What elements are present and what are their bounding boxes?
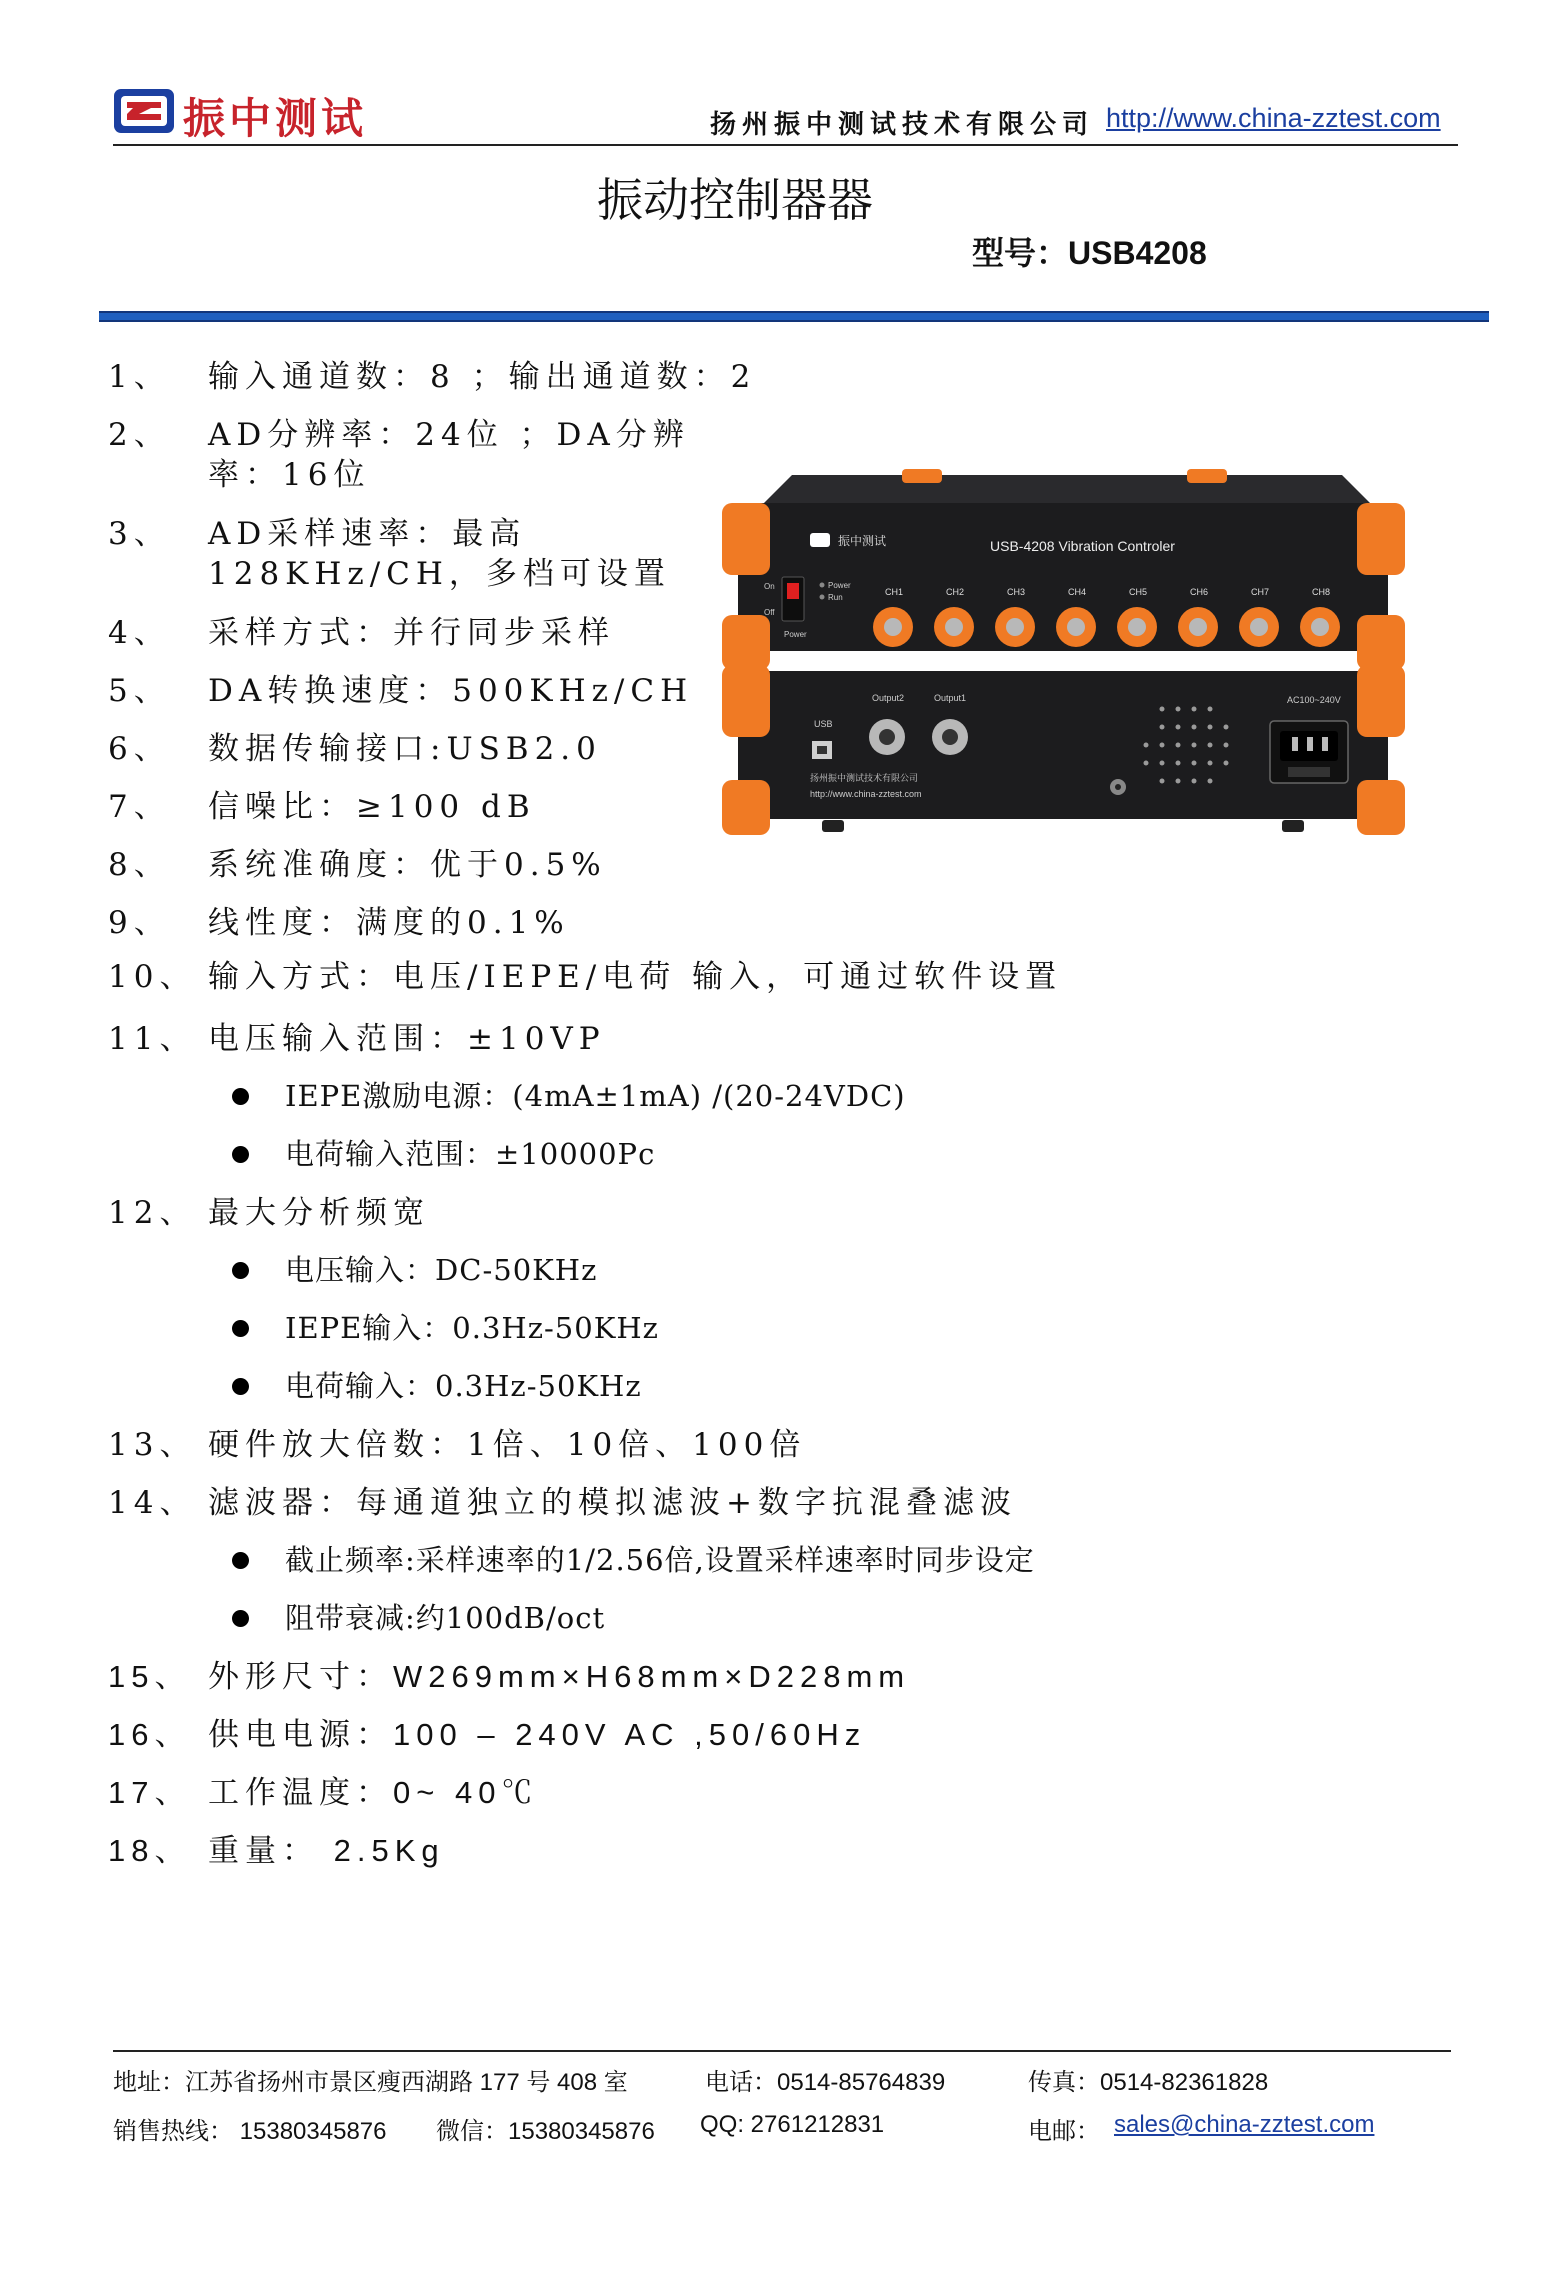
spec-number: 4、 xyxy=(108,615,171,651)
ac-label: AC100~240V xyxy=(1287,695,1341,705)
spec-number: 10、 xyxy=(108,959,197,995)
footer-qq: QQ: 2761212831 xyxy=(700,2111,885,2138)
channel-label: CH3 xyxy=(1007,587,1026,597)
bullet-dot-icon xyxy=(232,1088,249,1105)
bullet-text: 电荷输入：0.3Hz-50KHz xyxy=(285,1369,642,1403)
spec-text: DA转换速度：500KHz/CH xyxy=(208,673,694,709)
spec-number: 8、 xyxy=(108,847,171,883)
device-photo xyxy=(722,465,1405,841)
rear-web-label: http://www.china-zztest.com xyxy=(810,789,922,799)
spec-text: 最大分析频宽 xyxy=(208,1195,430,1231)
rear-company-label: 扬州振中测试技术有限公司 xyxy=(810,774,919,784)
spec-number: 1、 xyxy=(108,359,171,395)
spec-text: 外形尺寸：W269mm×H68mm×D228mm xyxy=(208,1659,911,1694)
spec-text: 硬件放大倍数：1倍、10倍、100倍 xyxy=(208,1427,807,1463)
led-run-label: Run xyxy=(828,593,843,602)
logo-mark-icon xyxy=(113,88,175,134)
spec-text: 128KHz/CH，多档可设置 xyxy=(208,556,671,592)
spec-number: 12、 xyxy=(108,1195,197,1231)
spec-text: 供电电源：100 – 240V AC ,50/60Hz xyxy=(208,1717,867,1752)
bullet-text: IEPE激励电源：(4mA±1mA) /(20-24VDC) xyxy=(285,1079,906,1113)
spec-text: 采样方式：并行同步采样 xyxy=(208,615,615,651)
spec-number: 15、 xyxy=(108,1659,192,1694)
channel-label: CH5 xyxy=(1129,587,1148,597)
spec-text: AD分辨率：24位 ；DA分辨 xyxy=(208,417,690,453)
bullet-dot-icon xyxy=(232,1552,249,1569)
output1-label: Output1 xyxy=(934,693,967,703)
page-title: 振动控制器器 xyxy=(597,173,873,227)
bullet-dot-icon xyxy=(232,1146,249,1163)
device-model-label: USB-4208 Vibration Controler xyxy=(990,538,1175,554)
channel-label: CH7 xyxy=(1251,587,1270,597)
footer-email-label: 电邮： xyxy=(1028,2118,1100,2145)
bullet-text: 截止频率:采样速率的1/2.56倍,设置采样速率时同步设定 xyxy=(285,1543,1035,1577)
spec-number: 11、 xyxy=(108,1021,197,1057)
bullet-dot-icon xyxy=(232,1262,249,1279)
channel-label: CH4 xyxy=(1068,587,1087,597)
spec-number: 14、 xyxy=(108,1485,197,1521)
company-name: 扬州振中测试技术有限公司 xyxy=(710,110,1095,140)
spec-text: 系统准确度：优于0.5% xyxy=(208,847,607,883)
spec-number: 9、 xyxy=(108,905,171,941)
title-divider xyxy=(99,311,1489,322)
website-link[interactable]: http://www.china-zztest.com xyxy=(1106,103,1441,133)
spec-text: 滤波器：每通道独立的模拟滤波+数字抗混叠滤波 xyxy=(208,1485,1017,1521)
channel-label: CH6 xyxy=(1190,587,1209,597)
bullet-text: 电荷输入范围：±10000Pc xyxy=(285,1137,656,1171)
footer-wechat: 微信：15380345876 xyxy=(436,2118,655,2145)
spec-text: 重量： 2.5Kg xyxy=(208,1833,445,1868)
header-divider xyxy=(113,144,1458,146)
spec-text: 输入方式：电压/IEPE/电荷 输入，可通过软件设置 xyxy=(208,959,1063,995)
spec-number: 5、 xyxy=(108,673,171,709)
switch-off-label: Off xyxy=(764,608,775,617)
footer-phone: 电话：0514-85764839 xyxy=(705,2069,946,2096)
spec-text: 电压输入范围：±10VP xyxy=(208,1021,606,1057)
footer-email-link[interactable]: sales@china-zztest.com xyxy=(1114,2111,1375,2138)
output2-label: Output2 xyxy=(872,693,905,703)
spec-text: AD采样速率：最高 xyxy=(208,516,527,552)
switch-on-label: On xyxy=(764,582,775,591)
spec-number: 16、 xyxy=(108,1717,192,1752)
footer-fax: 传真：0514-82361828 xyxy=(1028,2069,1269,2096)
led-power-label: Power xyxy=(828,581,851,590)
model-number: 型号：USB4208 xyxy=(972,235,1207,271)
spec-text: 输入通道数：8 ；输出通道数：2 xyxy=(208,359,757,395)
spec-number: 3、 xyxy=(108,516,171,552)
footer-email-wrap xyxy=(1114,2111,1374,2139)
rear-usb-label: USB xyxy=(814,719,833,729)
spec-text: 工作温度：0~ 40℃ xyxy=(208,1775,539,1810)
bullet-dot-icon xyxy=(232,1610,249,1627)
spec-number: 17、 xyxy=(108,1775,192,1810)
spec-text: 信噪比：≥100 dB xyxy=(208,789,536,825)
spec-number: 6、 xyxy=(108,731,171,767)
spec-number: 18、 xyxy=(108,1833,192,1868)
bullet-dot-icon xyxy=(232,1320,249,1337)
footer-address: 地址：江苏省扬州市景区瘦西湖路 177 号 408 室 xyxy=(113,2069,628,2096)
spec-number: 13、 xyxy=(108,1427,197,1463)
footer-hotline: 销售热线： 15380345876 xyxy=(113,2118,387,2145)
switch-label: Power xyxy=(784,630,807,639)
bullet-text: IEPE输入：0.3Hz-50KHz xyxy=(285,1311,659,1345)
company-logo xyxy=(113,84,373,143)
bullet-text: 电压输入：DC-50KHz xyxy=(285,1253,598,1287)
device-brand: 振中测试 xyxy=(838,534,887,548)
spec-text: 数据传输接口:USB2.0 xyxy=(208,731,602,767)
footer-divider xyxy=(113,2050,1451,2052)
spec-number: 7、 xyxy=(108,789,171,825)
channel-label: CH2 xyxy=(946,587,965,597)
spec-text: 线性度：满度的0.1% xyxy=(208,905,570,941)
bullet-text: 阻带衰减:约100dB/oct xyxy=(285,1601,606,1635)
spec-number: 2、 xyxy=(108,417,171,453)
channel-label: CH8 xyxy=(1312,587,1331,597)
bullet-dot-icon xyxy=(232,1378,249,1395)
channel-label: CH1 xyxy=(885,587,904,597)
logo-text: 振中测试 xyxy=(183,94,368,143)
spec-text: 率：16位 xyxy=(208,457,371,493)
